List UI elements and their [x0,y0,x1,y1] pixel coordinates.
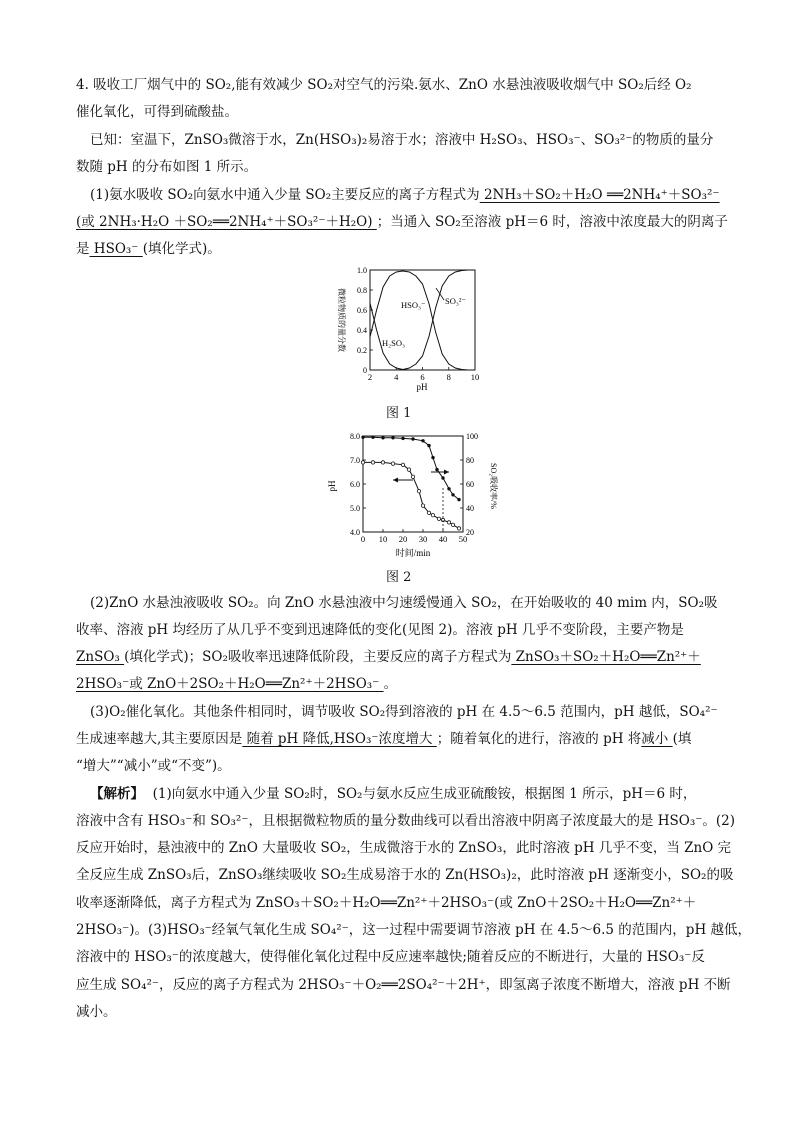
part3-line-3: “增大”“减小”或“不变”)。 [76,758,231,774]
figure-2-data-point [371,436,374,439]
part1-answer-anion: HSO₃⁻ [89,241,143,257]
figure-2-ytick-left-label: 8.0 [350,432,360,441]
part2-line-4 [76,675,397,693]
figure-2-data-point [381,436,384,439]
figure-2-xtick-label: 30 [418,534,428,544]
question-intro-line-1: 4. 吸收工厂烟气中的 SO₂,能有效减少 SO₂对空气的污染.氨水、ZnO 水悬浊液吸收烟气中 SO₂后经 O₂ [76,77,692,93]
part1-line-1 [90,186,720,204]
part2-answer-equation-cont: 2HSO₃⁻或 ZnO＋2SO₂＋H₂O══Zn²⁺＋2HSO₃⁻ [76,676,384,692]
figure-2-data-point [451,493,454,496]
figure-2-data-point [447,487,450,490]
figure-2-ylabel-right: SO₂吸收率/% [489,463,498,509]
figure-1-xtick-label: 2 [367,372,373,382]
part2-line-3 [76,648,701,666]
figure-2-ytick-right-label: 100 [466,432,478,441]
figure-2-ytick-left-label: 6.0 [350,480,360,489]
figure-2-xlabel: 时间/min [395,548,431,558]
question-intro-line-2: 催化氧化，可得到硫酸盐。 [76,104,238,120]
figure-2-data-point [457,498,460,501]
part2-end: 。 [383,676,398,692]
analysis-text-1: (1)向氨水中通入少量 SO₂时，SO₂与氨水反应生成亚硫酸铵，根据图 1 所示，pH＝6 时， [152,786,697,802]
figure-1-label-so3: SO₃²⁻ [445,296,466,306]
figure-2-data-point [421,439,424,442]
figure-1-xtick-label: 6 [420,372,425,382]
figure-2-ytick-right-label: 60 [466,480,474,489]
analysis-line-9: 减小。 [76,1004,117,1020]
part1-is: 是 [76,241,90,257]
part3-line-2 [76,730,691,748]
figure-1-series-line [370,303,475,370]
figure-1-xlabel: pH [416,382,428,392]
figure-2-ytick-left-label: 7.0 [350,456,360,465]
figure-2-data-point [441,476,444,479]
figure-2-data-point [435,468,438,471]
analysis-line-1 [90,785,696,803]
figure-1-label-h2so3: H₂SO₃ [382,338,405,348]
figure-1-ytick-label: 0.6 [357,306,367,315]
known-line-1: 已知：室温下，ZnSO₃微溶于水，Zn(HSO₃)₂易溶于水；溶液中 H₂SO₃、HSO₃⁻、SO₃²⁻的物质的量分 [90,132,714,148]
figure-2-xtick-label: 0 [360,534,366,544]
figure-2-ytick-right-label: 80 [466,456,474,465]
figure-2-data-point [427,511,430,514]
figure-2-data-point [361,461,364,464]
figure-1-ytick-label: 0.4 [357,326,367,335]
figure-2-data-point [427,444,430,447]
figure-2-xtick-label: 20 [398,534,408,544]
figure-1-xtick-label: 10 [470,372,480,382]
figure-2-ytick-left-label: 4.0 [350,528,360,537]
figure-2-data-point [457,527,460,530]
figure-2-data-point [381,461,384,464]
part1-mid-text: ；当通入 SO₂至溶液 pH＝6 时，溶液中浓度最大的阴离子 [376,214,728,230]
figure-2-data-point [371,461,374,464]
figure-2-data-point [421,504,424,507]
analysis-line-7: 溶液中的 HSO₃⁻的浓度越大，使得催化氧化过程中反应速率越快;随着反应的不断进行，大量的 HSO₃⁻反 [76,949,705,965]
figure-2-caption: 图 2 [386,570,412,585]
figure-2-ylabel-left: pH [327,480,337,492]
part2-line-2: 收率、溶液 pH 均经历了从几乎不变到迅速降低的变化(见图 2)。溶液 pH 几乎不变阶段，主要产物是 [76,622,684,638]
part3-text-c: (填 [672,731,692,747]
part1-answer-equation-alt: (或 2NH₃·H₂O ＋SO₂══2NH₄⁺＋SO₃²⁻＋H₂O) [76,214,377,230]
figure-2-data-point [407,468,410,471]
figure-2-data-point [411,437,414,440]
part1-prompt: (1)氨水吸收 SO₂向氨水中通入少量 SO₂主要反应的离子方程式为 [90,187,480,203]
figure-2-ytick-right-label: 20 [466,528,474,537]
figure-2-data-point [401,437,404,440]
figure-2-ytick-right-label: 40 [466,504,474,513]
figure-1-ytick-label: 0.2 [357,346,367,355]
part3-line-1: (3)O₂催化氧化。其他条件相同时，调节吸收 SO₂得到溶液的 pH 在 4.5～6.5 范围内，pH 越低，SO₄²⁻ [90,704,718,720]
part2-answer-product: ZnSO₃ [76,649,125,665]
analysis-line-5: 收率逐渐降低，离子方程式为 ZnSO₃＋SO₂＋H₂O══Zn²⁺＋2HSO₃⁻(或 ZnO＋2SO₂＋H₂O══Zn²⁺＋ [76,895,697,911]
figure-1-label-hso3: HSO₃⁻ [401,300,426,310]
figure-1-xtick-label: 8 [446,372,451,382]
figure-2-data-point [361,436,364,439]
part2-answer-equation: ZnSO₃＋SO₂＋H₂O══Zn²⁺＋ [511,649,701,665]
analysis-tag: 【解析】 [90,786,144,802]
figure-1-ytick-label: 1.0 [357,266,367,275]
figure-2-arrow-right-head [444,470,449,475]
figure-2-chart [325,428,500,560]
analysis-line-8: 应生成 SO₄²⁻，反应的离子方程式为 2HSO₃⁻＋O₂══2SO₄²⁻＋2H⁺，即氢离子浓度不断增大，溶液 pH 不断 [76,977,731,993]
analysis-line-2: 溶液中含有 HSO₃⁻和 SO₃²⁻，且根据微粒物质的量分数曲线可以看出溶液中阴离子浓度最大的是 HSO₃⁻。(2) [76,813,736,829]
figure-2-series-line [363,437,459,499]
figure-2-xtick-label: 50 [458,534,468,544]
analysis-line-3: 反应开始时，悬浊液中的 ZnO 大量吸收 SO₂，生成微溶于水的 ZnSO₃，此时溶液 pH 几乎不变，当 ZnO 完 [76,840,732,856]
figure-2-data-point [447,521,450,524]
figure-2-ytick-left-label: 5.0 [350,504,360,513]
figure-2-data-point [391,436,394,439]
figure-1-chart [330,262,490,392]
figure-1-label-pointer [436,288,444,300]
part3-answer-reason: 随着 pH 降低,HSO₃⁻浓度增大 [242,731,437,747]
figure-2-data-point [451,523,454,526]
known-line-2: 数随 pH 的分布如图 1 所示。 [76,159,258,175]
part1-line-3 [76,240,221,258]
figure-1-xtick-label: 4 [394,372,399,382]
part3-answer-trend: 减小 [641,731,673,747]
figure-2-xtick-label: 10 [378,534,388,544]
figure-2-xtick-label: 40 [438,534,448,544]
figure-2-data-point [417,490,420,493]
figure-2-data-point [431,456,434,459]
figure-1-ytick-label: 0.8 [357,286,367,295]
part1-end: (填化学式)。 [142,241,221,257]
part3-text-b: ；随着氧化的进行，溶液的 pH 将 [436,731,642,747]
figure-2-data-point [401,463,404,466]
figure-2-data-point [431,514,434,517]
part2-mid-text: (填化学式)；SO₂吸收率迅速降低阶段，主要反应的离子方程式为 [124,649,512,665]
part3-text-a: 生成速率越大,其主要原因是 [76,731,243,747]
analysis-line-6: 2HSO₃⁻)。(3)HSO₃⁻经氧气氧化生成 SO₄²⁻，这一过程中需要调节溶液 pH 在 4.5～6.5 的范围内，pH 越低， [76,922,752,938]
part1-line-2 [76,213,728,231]
figure-2-data-point [437,517,440,520]
figure-1-ytick-label: 0 [363,366,367,375]
figure-1-caption: 图 1 [386,406,412,421]
part1-answer-equation: 2NH₃＋SO₂＋H₂O ══2NH₄⁺＋SO₃²⁻ [479,187,720,203]
figure-2-arrow-left-head [393,478,398,483]
analysis-line-4: 全反应生成 ZnSO₃后，ZnSO₃继续吸收 SO₂生成易溶于水的 Zn(HSO₃)₂，此时溶液 pH 逐渐变小，SO₂的吸 [76,867,734,883]
figure-2-data-point [411,475,414,478]
figure-2-data-point [391,462,394,465]
figure-1-ylabel: 微粒物质的量分数 [337,288,346,352]
part2-line-1: (2)ZnO 水悬浊液吸收 SO₂。向 ZnO 水悬浊液中匀速缓慢通入 SO₂，在开始吸收的 40 mim 内，SO₂吸 [90,595,718,611]
